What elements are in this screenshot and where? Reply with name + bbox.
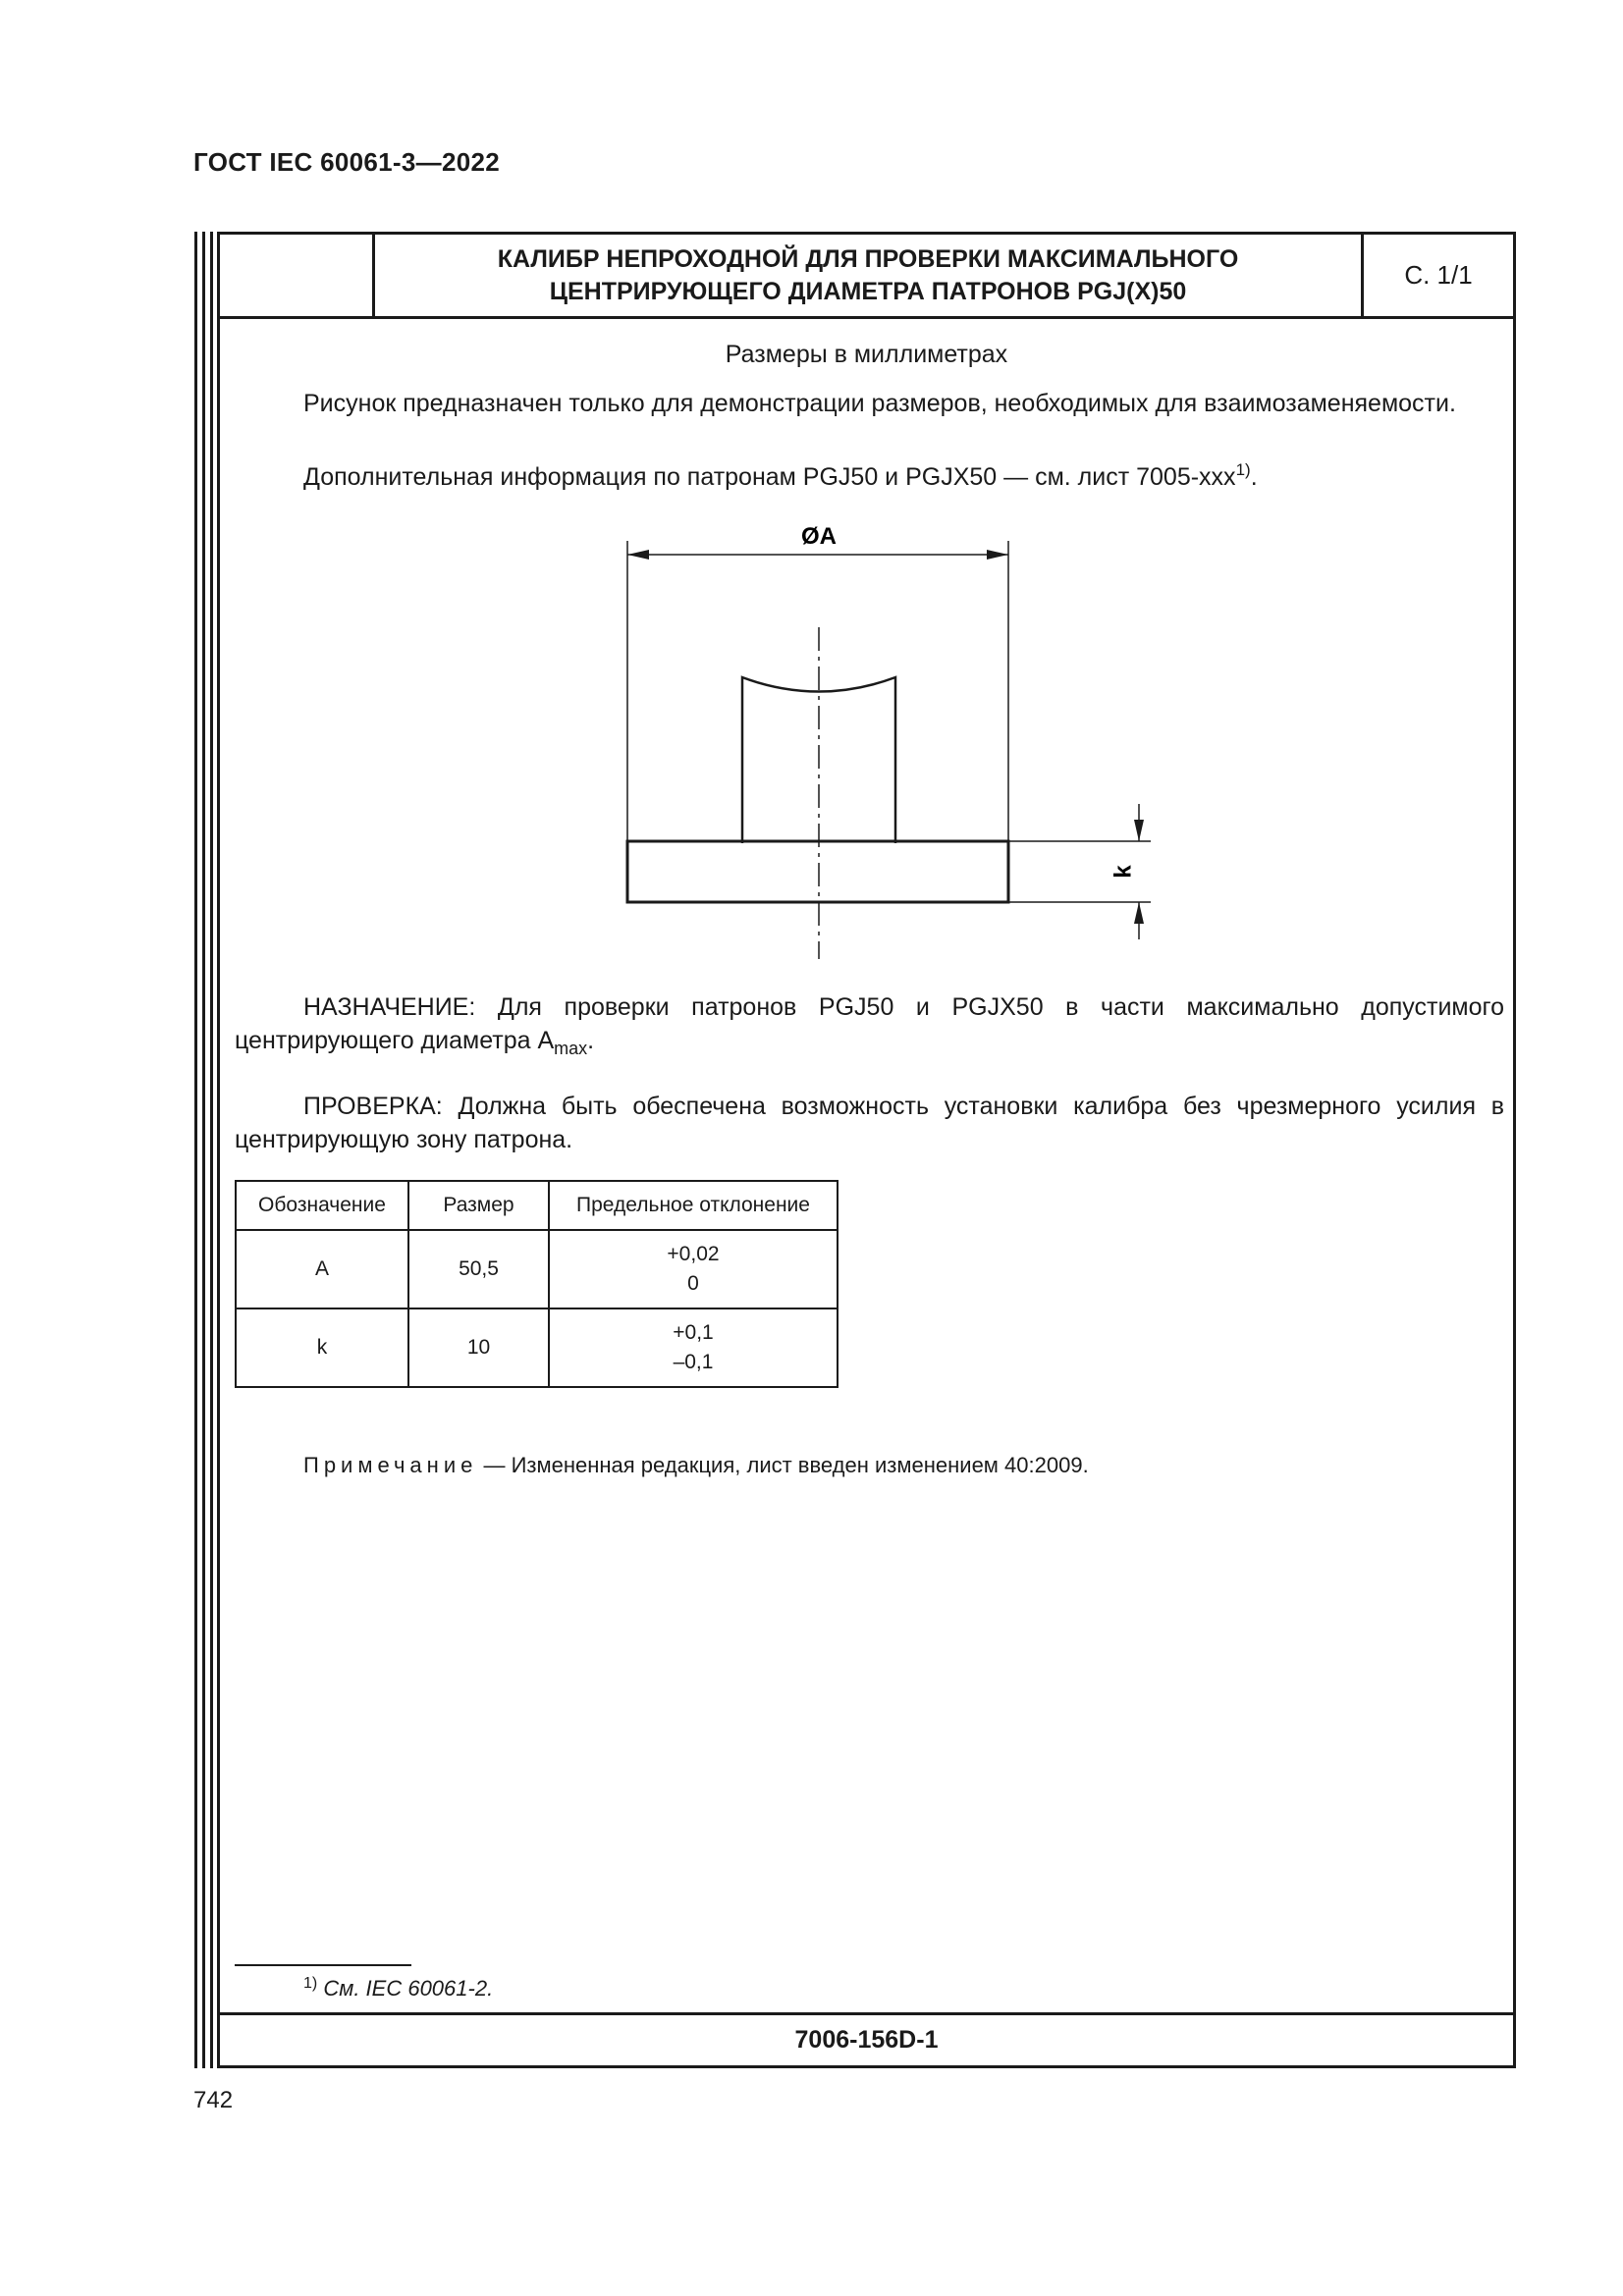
arrow-left-icon [627, 550, 649, 560]
arrow-up-icon [1134, 902, 1144, 924]
gauge-base [627, 841, 1008, 902]
sheet-title-line2: ЦЕНТРИРУЮЩЕГО ДИАМЕТРА ПАТРОНОВ PGJ(X)50 [549, 277, 1187, 305]
table-cell-size: 50,5 [408, 1230, 549, 1308]
tolerance-lower: 0 [687, 1272, 699, 1295]
note [303, 1453, 1089, 1478]
footnote-ref: 1) [1235, 460, 1251, 479]
table-cell-tolerance [549, 1230, 838, 1308]
footnote [303, 1975, 493, 2002]
diameter-label: ØA [801, 523, 837, 550]
purpose-subscript: max [554, 1039, 588, 1058]
arrow-right-icon [987, 550, 1008, 560]
sheet-frame [217, 232, 1516, 2068]
margin-line [202, 232, 205, 2068]
note-text: — Измененная редакция, лист введен изменением 40:2009. [477, 1453, 1089, 1477]
table-row [236, 1230, 838, 1308]
tolerance-upper: +0,1 [673, 1321, 714, 1344]
note-label: Примечание [303, 1453, 478, 1477]
table-cell-symbol: A [236, 1230, 408, 1308]
footnote-rule [235, 1964, 411, 1966]
dimensions-table [235, 1180, 839, 1388]
intro-text: Рисунок предназначен только для демонстрации размеров, необходимых для взаимозаменяемости. [303, 390, 1456, 417]
table-cell-size: 10 [408, 1308, 549, 1387]
additional-text: Дополнительная информация по патронам PGJ50 и PGJX50 — см. лист 7005-xxx [303, 463, 1236, 491]
table-cell-tolerance [549, 1308, 838, 1387]
table-row [236, 1308, 838, 1387]
table-header-row [236, 1181, 838, 1230]
table-header-cell: Размер [408, 1181, 549, 1230]
page-number: 742 [193, 2087, 234, 2113]
footnote-mark: 1) [303, 1975, 318, 1992]
tolerance-upper: +0,02 [667, 1243, 720, 1265]
additional-end: . [1250, 463, 1258, 491]
sheet-code: 7006-156D-1 [220, 2012, 1513, 2065]
gauge-drawing [220, 235, 1513, 981]
purpose-paragraph [235, 990, 1504, 1065]
purpose-end: . [587, 1027, 595, 1054]
k-label: k [1109, 865, 1137, 879]
check-paragraph [235, 1090, 1504, 1156]
table-header-cell: Обозначение [236, 1181, 408, 1230]
arrow-down-icon [1134, 820, 1144, 841]
purpose-text: НАЗНАЧЕНИЕ: Для проверки патронов PGJ50 и PGJX50 в части максимально допустимого центрирующего диаметра A [235, 993, 1504, 1054]
margin-line [194, 232, 197, 2068]
document-header: ГОСТ IEC 60061-3—2022 [193, 147, 500, 177]
table-cell-symbol: k [236, 1308, 408, 1387]
check-text: ПРОВЕРКА: Должна быть обеспечена возможность установки калибра без чрезмерного усилия в центрирующую зону патрона. [235, 1093, 1504, 1153]
tolerance-lower: –0,1 [673, 1351, 714, 1373]
table-header-cell: Предельное отклонение [549, 1181, 838, 1230]
footnote-text: См. IEC 60061-2. [317, 1976, 494, 2001]
units-note: Размеры в миллиметрах [725, 341, 1008, 368]
sheet-title-line1: КАЛИБР НЕПРОХОДНОЙ ДЛЯ ПРОВЕРКИ МАКСИМАЛЬНОГО [497, 244, 1239, 273]
sheet-page-number: С. 1/1 [1404, 260, 1473, 290]
margin-line [210, 232, 213, 2068]
